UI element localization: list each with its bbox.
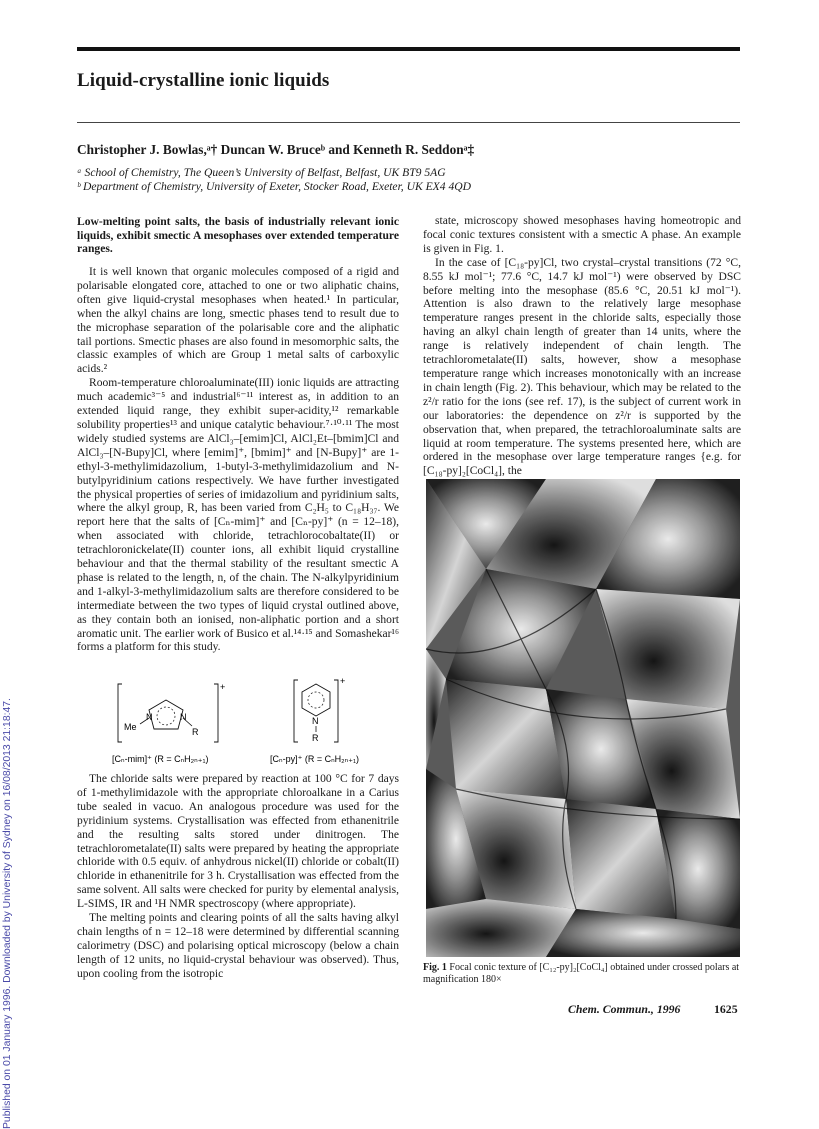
figure-caption-text: Focal conic texture of [C₁₂-py]₂[CoCl₄] obtained under crossed polars at magnification 180×: [423, 962, 740, 985]
mim-structure: [118, 682, 225, 742]
right-column-text: [423, 215, 741, 479]
affiliation-a: ᵃ School of Chemistry, The Queen’s University of Belfast, Belfast, UK BT9 5AG: [77, 166, 446, 179]
py-structure: [294, 676, 345, 743]
py-charge: +: [340, 676, 346, 686]
abstract: Low-melting point salts, the basis of industrially relevant ionic liquids, exhibit smectic A mesophases over extended temperature ranges.: [77, 215, 399, 256]
author-line: Christopher J. Bowlas,ᵃ† Duncan W. Bruceᵇ and Kenneth R. Seddonᵃ‡: [77, 142, 475, 157]
cation-structures: [106, 674, 406, 774]
methyl-label: Me: [124, 722, 137, 732]
figure-caption: [423, 962, 741, 986]
title-rule: [77, 122, 740, 123]
r-group-label: R: [192, 727, 199, 737]
left-column-text-2: [77, 773, 399, 982]
paragraph: state, microscopy showed mesophases having homeotropic and focal conic textures consistent with a smectic A phase. An example is given in Fig. 1.: [423, 215, 741, 255]
mim-charge: +: [220, 682, 226, 692]
mim-caption: [Cₙ-mim]⁺ (R = CₙH₂ₙ₊₁): [112, 754, 209, 764]
left-column-text: [77, 266, 399, 655]
nitrogen-label: N: [312, 716, 319, 726]
page-number: 1625: [714, 1002, 738, 1016]
paragraph: It is well known that organic molecules composed of a rigid and polarisable elongated core, attached to one or two aliphatic chains, often give liquid-crystal mesophases when heated.¹ In particular, when the alkyl chains are long, smectic phases tend to result due to the microphase separation of the polarisable core and the aliphatic tail portions. Smectic phases are also found in mesomorphic salts, the classic examples of which are Group 1 metal salts of carboxylic acids.²: [77, 266, 399, 376]
paragraph: The chloride salts were prepared by reaction at 100 °C for 7 days of 1-methylimidazole with the appropriate chloroalkane in a Carius tube sealed in vacuo. An analogous procedure was used for the pyridinium systems. Crystallisation was effected from ethanenitrile and the resulting salts stored under dinitrogen. The tetrachlorometalate(II) salts were prepared by heating the appropriate chloride with 0.5 equiv. of anhydrous nickel(II) chloride or cobalt(II) chloride in ethanenitrile for 3 h. Crystallisation was effected from the same solvent. All salts were checked for purity by elemental analysis, L-SIMS, IR and ¹H NMR spectroscopy (where appropriate).: [77, 773, 399, 911]
paragraph: Room-temperature chloroaluminate(III) ionic liquids are attracting much academic³⁻⁵ and industrial⁶⁻¹¹ interest as, in addition to an extended liquid range, they exhibit super-acidity,¹² remarkable solubility properties¹³ and unique catalytic behaviour.⁷·¹⁰·¹¹ The most widely studied systems are AlCl₃–[emim]Cl, AlCl₂Et–[bmim]Cl and AlCl₃–[N-Bupy]Cl, where [emim]⁺, [bmim]⁺ and [N-Bupy]⁺ are 1-ethyl-3-methylimidazolium, 1-butyl-3-methylimidazolium and N-butylpyridinium cations respectively. We have further investigated the physical properties of series of imidazolium and pyridinium salts, where the alkyl group, R, has been varied from C₂H₅ to C₁₈H₃₇. We report here that the salts of [Cₙ-mim]⁺ and [Cₙ-py]⁺ (n = 12–18), when associated with chloride, tetrachlorocobaltate(II) or tetrachloronickelate(II) counter ions, all exhibit liquid crystalline behaviour and that the thermal stability of the resultant smectic A phase is related to the length, n, of the chain. The N-alkylpyridinium and 1-alkyl-3-methylimidazolium salts are therefore considered to be intermediate between the two types of liquid crystal outlined above, as they contain both an ionised, non-aliphatic portion and a short aromatic unit. The earlier work of Busico et al.¹⁴·¹⁵ and Somashekar¹⁶ forms a platform for this study.: [77, 377, 399, 654]
paragraph: The melting points and clearing points of all the salts having alkyl chain lengths of n = 12–18 were determined by differential scanning calorimetry (DSC) and polarising optical microscopy (below a chain length of 12 units, no liquid-crystal behaviour was observed). Thus, upon cooling from the isotropic: [77, 912, 399, 980]
paragraph: In the case of [C₁₈-py]Cl, two crystal–crystal transitions (72 °C, 8.55 kJ mol⁻¹; 77.6 °C, 14.7 kJ mol⁻¹) were observed by DSC before melting into the mesophase (85.6 °C, 20.51 kJ mol⁻¹). Attention is also drawn to the relatively large mesophase temperature ranges present in the chloride salts, especially those having an alkyl chain length of greater than 14 units, where the range is relatively independent of chain length. The tetrachlorometalate(II) salts, however, show a mesophase temperature range which increases monotonically with an increase in chain length (Fig. 2). This behaviour, which may be related to the z²/r ratio for the ions (see ref. 17), is the subject of current work in our laboratories: the dependence on z²/r is supported by the observation that, when prepared, the tetrachloroaluminate salts are liquid at room temperature. The systems presented here, which are ordered in the mesophase over large temperature ranges {e.g. for [C₁₈-py]₂[CoCl₄], the: [423, 256, 741, 478]
affiliation-b: ᵇ Department of Chemistry, University of Exeter, Stocker Road, Exeter, UK EX4 4QD: [77, 180, 472, 193]
journal-citation: Chem. Commun., 1996: [568, 1002, 681, 1016]
py-caption: [Cₙ-py]⁺ (R = CₙH₂ₙ₊₁): [270, 754, 360, 764]
nitrogen-label: N: [180, 712, 187, 722]
figure-label: Fig. 1: [423, 962, 447, 973]
top-rule: [77, 47, 740, 51]
nitrogen-label: N: [146, 712, 153, 722]
focal-conic-micrograph: [426, 479, 740, 957]
r-group-label: R: [312, 733, 319, 743]
article-title: Liquid-crystalline ionic liquids: [77, 70, 330, 91]
download-notice: Published on 01 January 1996. Downloaded by University of Sydney on 16/08/2013 21:18:47.: [2, 698, 13, 1129]
